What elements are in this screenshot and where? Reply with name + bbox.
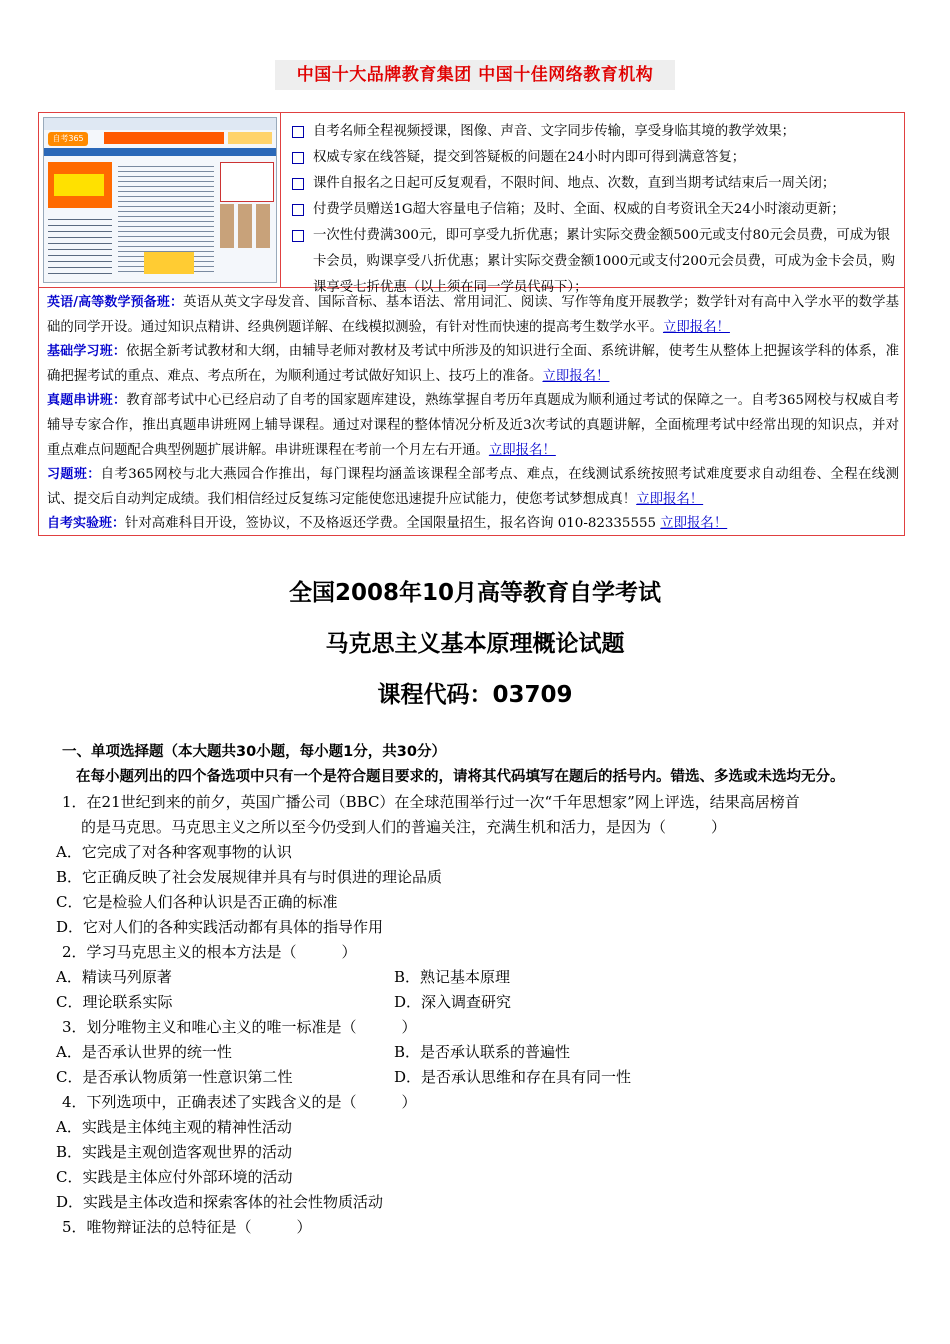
class-name: 基础学习班：	[47, 344, 127, 360]
class-name: 英语/高等数学预备班：	[47, 295, 184, 310]
class-item: 自考实验班：针对高难科目开设，签协议，不及格返还学费。全国限量招生，报名咨询 010-82335555 立即报名！	[47, 516, 728, 532]
feature-item: 自考名师全程视频授课，图像、声音、文字同步传输，享受身临其境的教学效果；	[289, 119, 899, 145]
option: B．是否承认联系的普遍性	[394, 1043, 571, 1061]
option: C．是否承认物质第一性意识第二性	[56, 1068, 293, 1086]
promo-table	[38, 112, 905, 536]
feature-item: 课件自报名之日起可反复观看，不限时间、地点、次数，直到当期考试结束后一周关闭；	[289, 171, 899, 197]
checkbox-icon	[292, 178, 304, 190]
promo-top-row	[39, 113, 904, 295]
banner: 中国十大品牌教育集团 中国十佳网络教育机构	[275, 60, 675, 90]
class-name: 习题班：	[47, 467, 101, 483]
website-screenshot-cell	[39, 113, 281, 287]
option: A．实践是主体纯主观的精神性活动	[56, 1118, 292, 1136]
feature-item: 一次性付费满300元，即可享受九折优惠；累计实际交费金额500元或支付80元会员费，可成为银卡会员，购课享受八折优惠；累计实际交费金额1000元或支付200元会员费，可成为金卡会员，购课享受七折优惠（以上须在同一学员代码下）；	[289, 223, 899, 301]
question-stem: 2．学习马克思主义的根本方法是（ ）	[62, 943, 357, 961]
option-row	[56, 965, 898, 990]
option: D．实践是主体改造和探索客体的社会性物质活动	[56, 1193, 384, 1211]
class-item: 英语/高等数学预备班：英语从英文字母发音、国际音标、基本语法、常用词汇、阅读、写作等角度开展教学；数学针对有高中入学水平的数学基础的同学开设。通过知识点精讲、经典例题详解、在线模拟测验，有针对性而快速的提高考生数学水平。立即报名！	[47, 295, 900, 335]
checkbox-icon	[292, 126, 304, 138]
exam-body	[56, 740, 898, 1240]
register-link[interactable]: 立即报名！	[542, 368, 610, 384]
course-code: 课程代码：03709	[377, 682, 573, 708]
question-stem: 1．在21世纪到来的前夕，英国广播公司（BBC）在全球范围举行过一次“千年思想家”网上评选，结果高居榜首	[62, 793, 800, 811]
class-item: 习题班：自考365网校与北大燕园合作推出，每门课程均涵盖该课程全部考点、难点，在线测试系统按照考试难度要求自动组卷、全程在线测试、提交后自动判定成绩。我们相信经过反复练习定能使您迅速提升应试能力，使您考试梦想成真！立即报名！	[47, 467, 899, 507]
option: D．深入调查研究	[394, 993, 512, 1011]
exam-title: 全国2008年10月高等教育自学考试	[288, 580, 662, 606]
register-link[interactable]: 立即报名！	[660, 516, 728, 532]
option: C．它是检验人们各种认识是否正确的标准	[56, 893, 338, 911]
section-heading: 一、单项选择题（本大题共30小题，每小题1分，共30分）	[62, 744, 446, 760]
option: A．是否承认世界的统一性	[56, 1043, 232, 1061]
feature-item: 付费学员赠送1G超大容量电子信箱；及时、全面、权威的自考资讯全天24小时滚动更新；	[289, 197, 899, 223]
checkbox-icon	[292, 204, 304, 216]
class-item: 基础学习班：依据全新考试教材和大纲，由辅导老师对教材及考试中所涉及的知识进行全面、系统讲解，使考生从整体上把握该学科的体系，准确把握考试的重点、难点、考点所在，为顺利通过考试做好知识上、技巧上的准备。立即报名！	[47, 344, 899, 384]
question-stem: 4．下列选项中，正确表述了实践含义的是（ ）	[62, 1093, 417, 1111]
option: C．理论联系实际	[56, 993, 173, 1011]
question-stem-cont: 的是马克思。马克思主义之所以至今仍受到人们的普遍关注，充满生机和活力，是因为（ ）	[81, 818, 727, 836]
option: C．实践是主体应付外部环境的活动	[56, 1168, 293, 1186]
class-name: 自考实验班：	[47, 516, 126, 532]
question-stem: 5．唯物辩证法的总特征是（ ）	[62, 1218, 312, 1236]
option: B．熟记基本原理	[394, 968, 511, 986]
checkbox-icon	[292, 152, 304, 164]
option: D．是否承认思维和存在具有同一性	[394, 1068, 632, 1086]
option: B．它正确反映了社会发展规律并具有与时俱进的理论品质	[56, 868, 443, 886]
option: D．它对人们的各种实践活动都有具体的指导作用	[56, 918, 384, 936]
feature-item: 权威专家在线答疑，提交到答疑板的问题在24小时内即可得到满意答复；	[289, 145, 899, 171]
feature-list	[289, 119, 899, 301]
checkbox-icon	[292, 230, 304, 242]
register-link[interactable]: 立即报名！	[662, 319, 730, 335]
option: B．实践是主观创造客观世界的活动	[56, 1143, 293, 1161]
exam-subject: 马克思主义基本原理概论试题	[325, 631, 625, 657]
site-logo: 自考365	[48, 132, 88, 146]
register-link[interactable]: 立即报名！	[488, 442, 556, 458]
section-instruction: 在每小题列出的四个备选项中只有一个是符合题目要求的，请将其代码填写在题后的括号内。错选、多选或未选均无分。	[76, 769, 845, 785]
option-row	[56, 1065, 898, 1090]
option-row	[56, 1040, 898, 1065]
option-row	[56, 990, 898, 1015]
question-stem: 3．划分唯物主义和唯心主义的唯一标准是（ ）	[62, 1018, 417, 1036]
class-descriptions	[47, 291, 899, 537]
class-name: 真题串讲班：	[47, 393, 127, 409]
class-item: 真题串讲班：教育部考试中心已经启动了自考的国家题库建设，熟练掌握自考历年真题成为顺利通过考试的保障之一。自考365网校与权威自考辅导专家合作，推出真题串讲班网上辅导课程。通过对课程的整体情况分析及近3次考试的真题讲解，全面梳理考试中经常出现的知识点，并对重点难点问题配合典型例题扩展讲解。串讲班课程在考前一个月左右开通。立即报名！	[47, 393, 899, 458]
option: A．它完成了对各种客观事物的认识	[56, 843, 292, 861]
website-screenshot	[43, 117, 277, 283]
option: A．精读马列原著	[56, 968, 172, 986]
register-link[interactable]: 立即报名！	[636, 491, 704, 507]
